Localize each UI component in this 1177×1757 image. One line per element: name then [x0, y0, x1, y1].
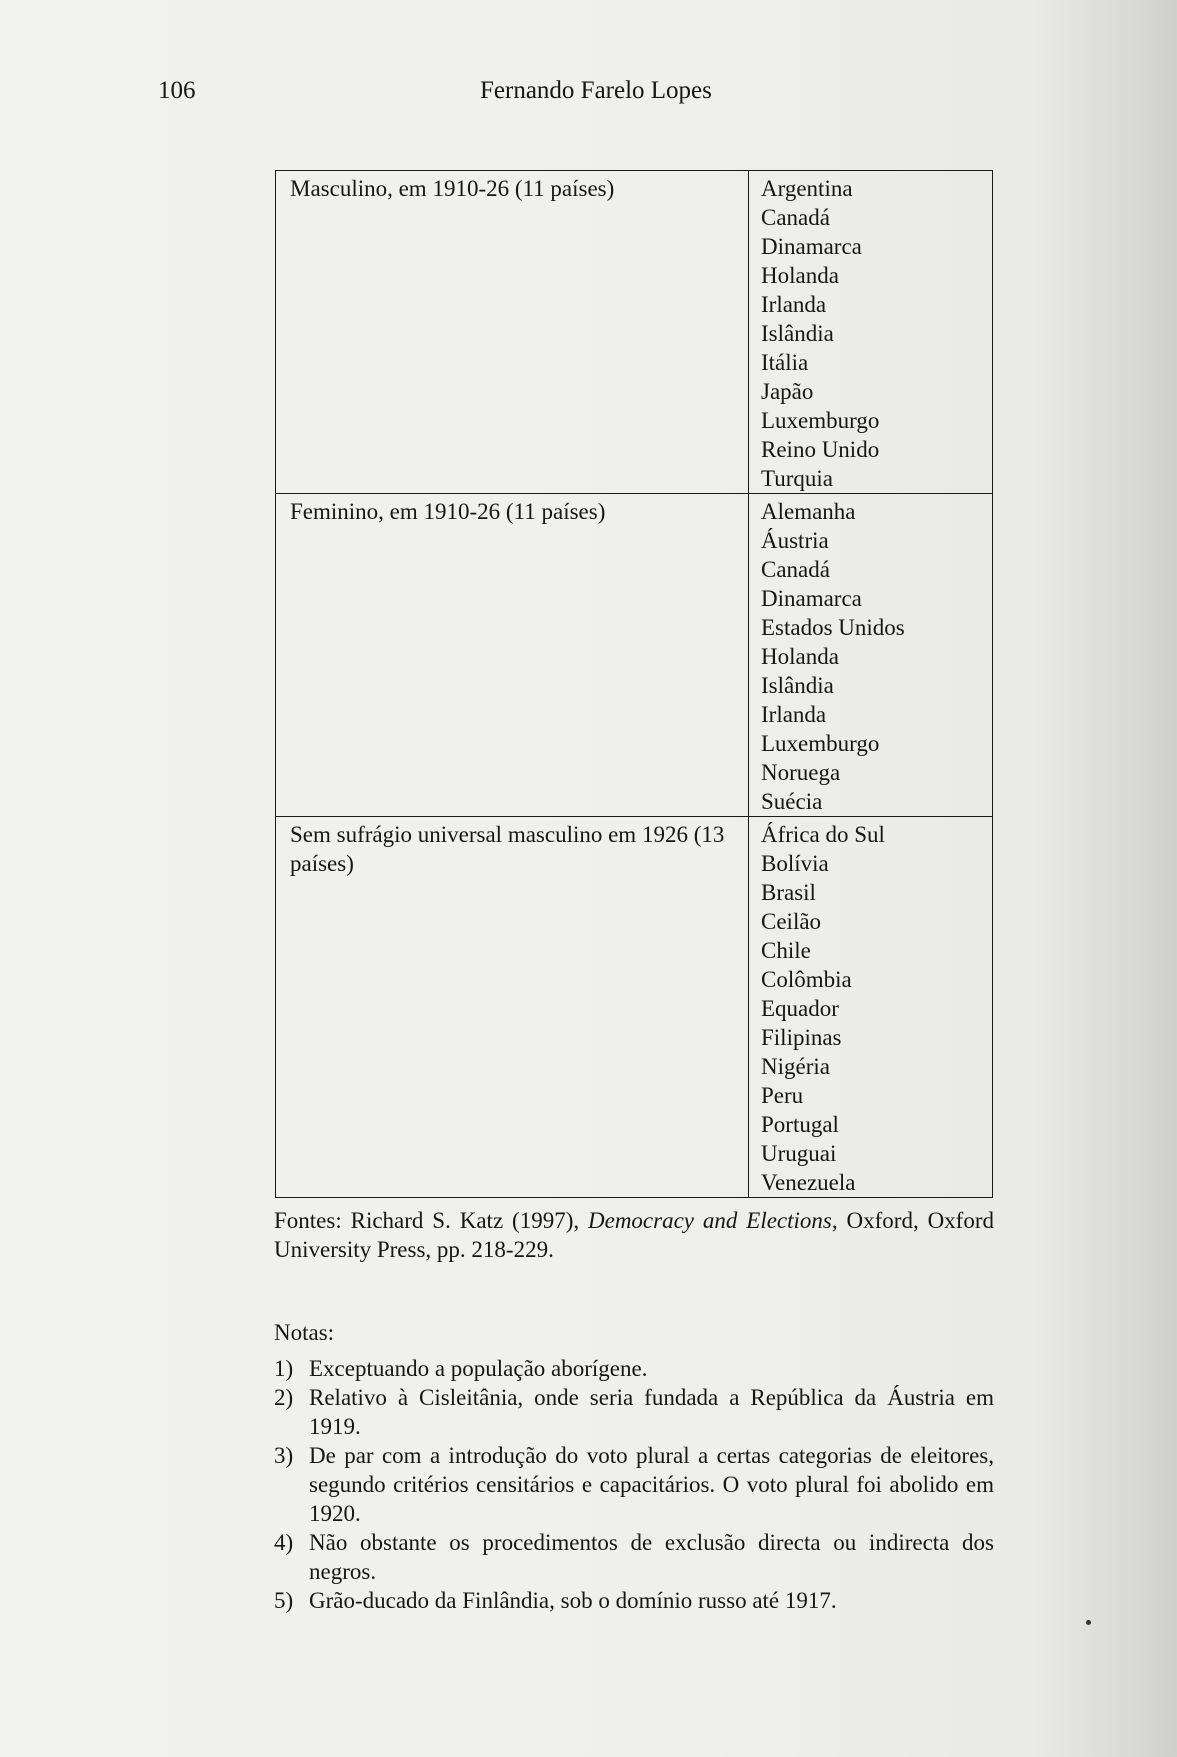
country-name: Argentina: [761, 176, 853, 201]
country-name: Reino Unido: [761, 437, 880, 462]
note-number: 5): [274, 1588, 294, 1613]
country-name: Colômbia: [761, 967, 852, 992]
group-label: Sem sufrágio universal masculino em 1926 (13 países): [276, 817, 749, 1198]
table-row: [276, 817, 993, 1198]
page-number: 106: [158, 77, 196, 104]
country-name: Suécia: [761, 789, 823, 814]
note-text: Relativo à Cisleitânia, onde seria fundada a República da Áustria em 1919.: [309, 1385, 994, 1439]
country-name: Estados Unidos: [761, 615, 905, 640]
notes-heading: Notas:: [274, 1320, 335, 1345]
note-text: De par com a introdução do voto plural a certas categorias de eleitores, segundo critérios censitários e capacitários. O voto plural foi abolido em 1920.: [309, 1443, 994, 1526]
country-name: Noruega: [761, 760, 841, 785]
suffrage-table: [275, 170, 993, 1198]
country-name: Dinamarca: [761, 586, 862, 611]
group-label: Feminino, em 1910-26 (11 países): [276, 494, 749, 817]
note-text: Grão-ducado da Finlândia, sob o domínio russo até 1917.: [309, 1588, 837, 1613]
note-number: 3): [274, 1443, 294, 1468]
note-number: 4): [274, 1530, 294, 1555]
country-name: Luxemburgo: [761, 731, 880, 756]
list-item: [274, 1354, 994, 1383]
country-name: Irlanda: [761, 292, 827, 317]
country-name: Bolívia: [761, 851, 829, 876]
country-name: Venezuela: [761, 1170, 856, 1195]
country-name: Filipinas: [761, 1025, 842, 1050]
country-name: Canadá: [761, 205, 830, 230]
country-name: Ceilão: [761, 909, 822, 934]
country-name: Equador: [761, 996, 839, 1021]
country-name: Áustria: [761, 528, 829, 553]
note-number: 2): [274, 1385, 294, 1410]
country-name: África do Sul: [761, 822, 885, 847]
country-name: Holanda: [761, 263, 839, 288]
list-item: [274, 1441, 994, 1528]
country-name: Canadá: [761, 557, 830, 582]
country-list: [749, 494, 993, 817]
group-label: Masculino, em 1910-26 (11 países): [276, 171, 749, 494]
country-list: [749, 171, 993, 494]
country-name: Holanda: [761, 644, 839, 669]
country-name: Dinamarca: [761, 234, 862, 259]
list-item: [274, 1383, 994, 1441]
list-item: [274, 1528, 994, 1586]
list-item: [274, 1586, 994, 1615]
country-name: Portugal: [761, 1112, 839, 1137]
country-name: Islândia: [761, 673, 834, 698]
country-name: Chile: [761, 938, 811, 963]
note-text: Não obstante os procedimentos de exclusão directa ou indirecta dos negros.: [309, 1530, 994, 1584]
table-row: [276, 171, 993, 494]
country-name: Nigéria: [761, 1054, 830, 1079]
country-name: Islândia: [761, 321, 834, 346]
ink-speck: [1086, 1620, 1091, 1625]
book-title: Democracy and Elections: [588, 1208, 832, 1233]
running-title: Fernando Farelo Lopes: [480, 77, 712, 104]
country-name: Uruguai: [761, 1141, 837, 1166]
table-row: [276, 494, 993, 817]
sources-suffix: , Oxford, Oxford University Press, pp. 218-229.: [274, 1208, 995, 1262]
sources-prefix: Fontes: Richard S. Katz (1997),: [274, 1208, 588, 1233]
note-text: Exceptuando a população aborígene.: [309, 1356, 648, 1381]
country-name: Brasil: [761, 880, 816, 905]
country-name: Luxemburgo: [761, 408, 880, 433]
sources-note: [274, 1206, 994, 1264]
country-name: Itália: [761, 350, 809, 375]
country-list: [749, 817, 993, 1198]
country-name: Peru: [761, 1083, 804, 1108]
note-number: 1): [274, 1356, 294, 1381]
notes-list: [274, 1354, 994, 1615]
country-name: Irlanda: [761, 702, 827, 727]
country-name: Japão: [761, 379, 814, 404]
country-name: Alemanha: [761, 499, 856, 524]
country-name: Turquia: [761, 466, 833, 491]
